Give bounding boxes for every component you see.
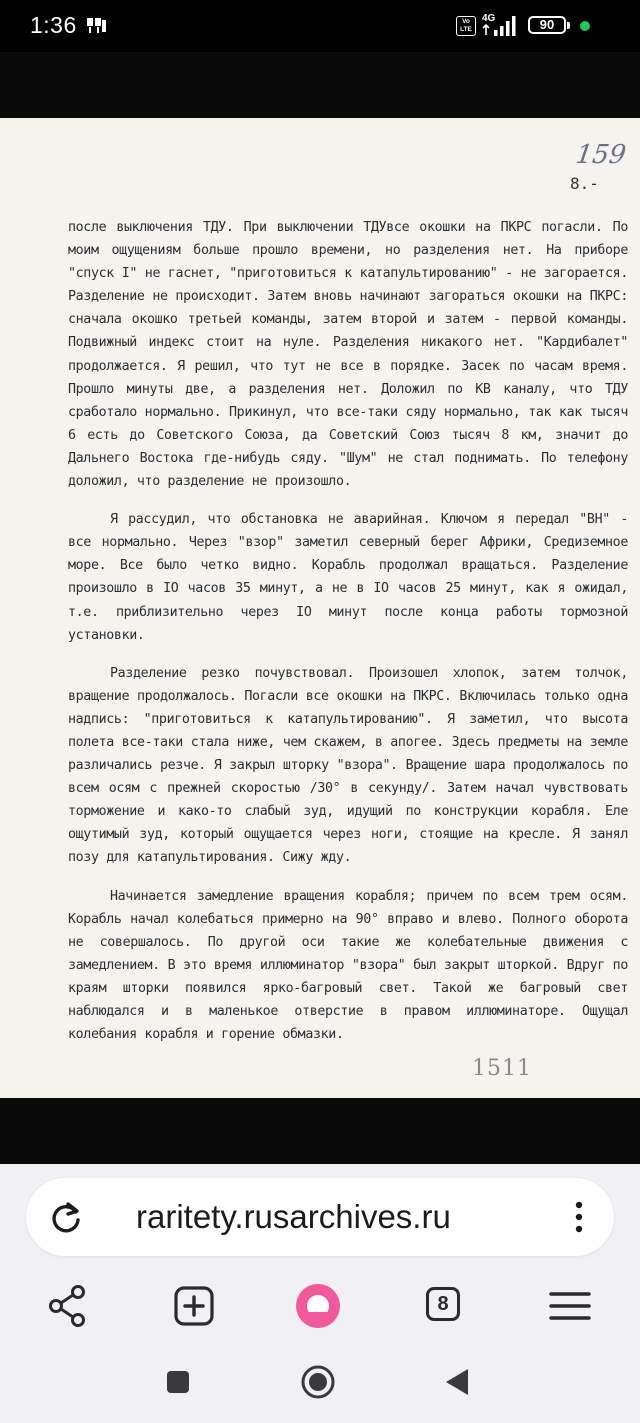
back-icon[interactable] <box>442 1366 472 1402</box>
share-icon[interactable] <box>44 1282 92 1330</box>
document-body <box>68 216 628 1061</box>
recents-icon[interactable] <box>164 1368 192 1400</box>
document-scan <box>0 118 640 1098</box>
typed-page-number: 8.- <box>570 174 599 193</box>
paragraph: после выключения ТДУ. При выключении ТДУвсе окошки на ПКРС погасли. По моим ощущениям больше прошло времени, но разделения нет. На приборе "спуск I" не гаснет, "приготовиться к катапультированию" - не загорается. Разделение не происходит. Затем вновь начинают загораться окошки на ПКРС: сначала окошко третьей команды, затем второй и затем - первой команды. Подвижный индекс стоит на нуле. Разделения никакого нет. "Кардибалет" продолжается. Я решил, что тут не все в порядке. Засек по часам время. Прошло минуты две, а разделения нет. Доложил по КВ каналу, что ТДУ сработало нормально. Прикинул, что все-таки сяду нормально, так как тысяч 6 есть до Советского Союза, да Советский Союз тысяч 8 км, значит до Дальнего Востока где-нибудь сяду. "Шум" не стал поднимать. По телефону доложил, что разделение не произошло. <box>68 220 628 490</box>
viewer-bottom-band <box>0 1098 640 1164</box>
alice-assistant-icon[interactable] <box>294 1282 342 1330</box>
status-bar <box>0 0 640 52</box>
signal-icon <box>480 14 520 42</box>
browser-bottom-bar <box>0 1164 640 1423</box>
tab-count[interactable]: 8 <box>426 1287 460 1321</box>
viewer-top-band <box>0 52 640 118</box>
handwritten-page-number: 159 <box>574 140 629 170</box>
status-time: 1:36 <box>30 12 77 38</box>
paragraph: Начинается замедление вращения корабля; причем по всем трем осям. Корабль начал колебаться примерно на 90° вправо и влево. Полного оборота не совершалось. По другой оси такие же колебательные движения с замедлением. В это время иллюминатор "взора" был закрыт шторкой. Вдруг по краям шторки появился ярко-багровый свет. Такой же багровый свет наблюдался и в маленькое отверстие в правом иллюминаторе. Ощущал колебания корабля и горение обмазки. <box>68 888 628 1043</box>
paragraph: Я рассудил, что обстановка не аварийная. Ключом я передал "ВН" - все нормально. Через "взор" заметил северный берег Африки, Средиземное море. Все было четко видно. Корабль продолжал вращаться. Разделение произошло в IO часов 35 минут, а не в IO часов 25 минут, как я ожидал, т.е. приблизительно через IO минут после конца работы тормозной установки. <box>68 512 628 643</box>
home-icon[interactable] <box>300 1364 336 1404</box>
network-type-label: 4G <box>482 13 496 24</box>
hamburger-menu-icon[interactable] <box>546 1282 594 1330</box>
volte-icon: Vo LTE <box>456 16 476 36</box>
archive-stamp-number: 1511 <box>472 1056 532 1081</box>
new-tab-icon[interactable] <box>170 1282 218 1330</box>
notification-icon <box>86 16 108 40</box>
paragraph: Разделение резко почувствовал. Произошел хлопок, затем толчок, вращение продолжалось. Погасли все окошки на ПКРС. Включилась только одна надпись: "приготовиться к катапультированию". Я заметил, что высота полета все-таки стала ниже, чем скажем, в апогее. Здесь предметы на земле различались резче. Я закрыл шторку "взора". Вращение шара продолжалось по всем осям с прежней скоростью /30° в секунду/. Затем начал чувствовать торможение и како-то слабый зуд, идущий по конструкции корабля. Еле ощутимый зуд, который ощущается через ноги, стоящие на кресле. Я занял позу для катапультирования. Сижу жду. <box>68 665 628 866</box>
battery-icon: 90 <box>528 16 566 34</box>
browser-toolbar <box>0 1282 640 1330</box>
url-text[interactable]: raritety.rusarchives.ru <box>136 1198 451 1235</box>
active-indicator-dot <box>580 21 590 31</box>
system-navigation-bar <box>0 1360 640 1404</box>
reload-icon[interactable] <box>48 1200 84 1240</box>
more-menu-icon[interactable] <box>574 1200 584 1238</box>
tabs-icon[interactable] <box>420 1282 468 1330</box>
address-bar[interactable] <box>26 1178 614 1256</box>
battery-tip <box>567 22 570 29</box>
